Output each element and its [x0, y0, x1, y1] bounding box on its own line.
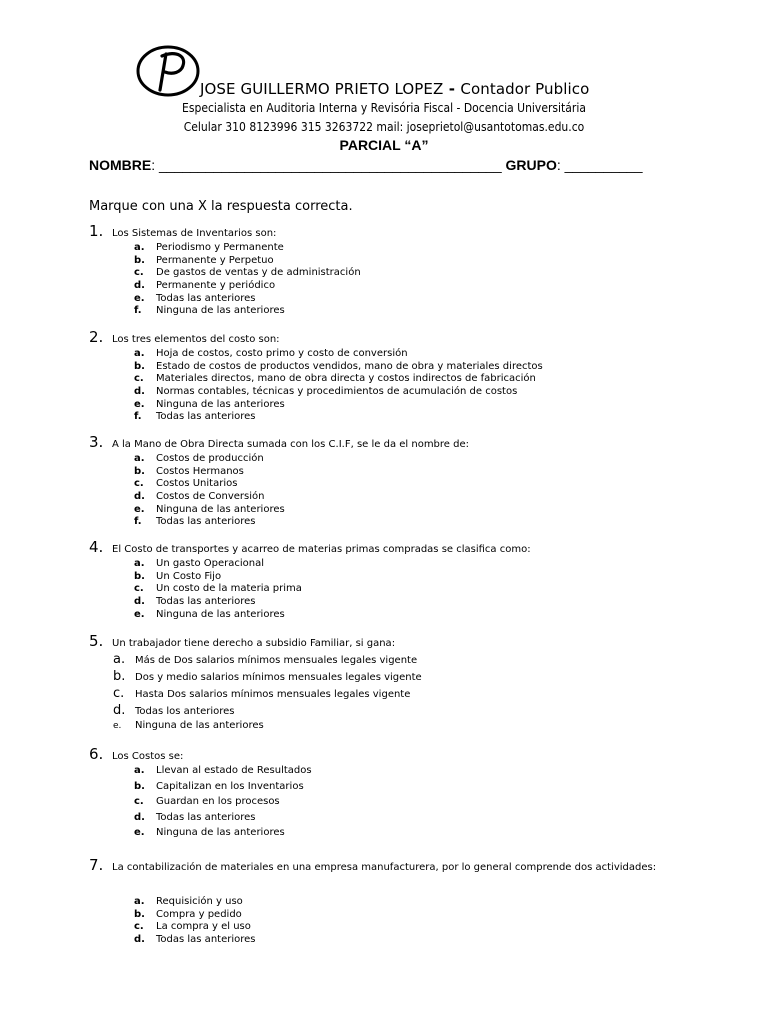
option-text: Un gasto Operacional	[156, 558, 264, 569]
question-number: 2.	[89, 328, 104, 346]
option-letter: a.	[134, 765, 145, 776]
option-text: Todas las anteriores	[156, 811, 256, 823]
answer-option[interactable]	[89, 411, 543, 424]
answer-option[interactable]	[89, 896, 656, 909]
option-letter: d.	[134, 491, 145, 503]
question-text: A la Mano de Obra Directa sumada con los C.I.F, se le da el nombre de:	[112, 439, 469, 450]
option-letter: e.	[134, 827, 145, 838]
option-text: Capitalizan en los Inventarios	[156, 780, 304, 792]
option-letter: e.	[134, 292, 145, 304]
option-letter: d.	[113, 703, 126, 718]
nombre-label: NOMBRE	[89, 157, 152, 173]
option-letter: b.	[134, 908, 145, 920]
answer-option[interactable]	[89, 293, 361, 306]
option-text: Materiales directos, mano de obra directa y costos indirectos de fabricación	[156, 373, 536, 385]
question-title	[89, 745, 312, 763]
option-letter: f.	[134, 516, 142, 528]
author-title: Contador Publico	[460, 80, 590, 98]
question-number: 7.	[89, 856, 104, 874]
option-text: La compra y el uso	[156, 921, 251, 933]
question-number: 1.	[89, 222, 104, 240]
student-fields	[89, 157, 642, 173]
question-text: Los Costos se:	[112, 751, 184, 762]
question-title	[89, 632, 422, 650]
answer-option[interactable]	[89, 478, 469, 491]
option-letter: c.	[134, 373, 144, 385]
option-text: Hasta Dos salarios mínimos mensuales legales vigente	[135, 689, 411, 700]
nombre-field[interactable]: : ____________________________________________	[151, 157, 502, 173]
answer-option[interactable]	[89, 827, 312, 843]
answer-option[interactable]	[89, 596, 531, 609]
option-text: Todas las anteriores	[156, 411, 256, 423]
answer-option[interactable]	[89, 686, 422, 703]
option-list	[89, 765, 312, 843]
option-text: Requisición y uso	[156, 896, 243, 907]
option-letter: b.	[134, 780, 145, 792]
question-3	[89, 433, 469, 529]
answer-option[interactable]	[89, 305, 361, 318]
option-text: Permanente y periódico	[156, 280, 276, 292]
question-title	[89, 856, 656, 874]
option-letter: d.	[134, 386, 145, 398]
option-letter: f.	[134, 305, 142, 317]
answer-option[interactable]	[89, 669, 422, 686]
option-text: Todas los anteriores	[135, 706, 235, 717]
answer-option[interactable]	[89, 909, 656, 922]
question-text: Los Sistemas de Inventarios son:	[112, 228, 277, 239]
answer-option[interactable]	[89, 491, 469, 504]
option-text: Normas contables, técnicas y procedimientos de acumulación de costos	[156, 386, 518, 398]
question-1	[89, 222, 361, 318]
answer-option[interactable]	[89, 558, 531, 571]
option-text: Dos y medio salarios mínimos mensuales legales vigente	[135, 672, 422, 683]
option-letter: e.	[134, 503, 145, 515]
question-number: 5.	[89, 632, 104, 650]
option-text: Todas las anteriores	[156, 516, 256, 528]
option-text: Más de Dos salarios mínimos mensuales legales vigente	[135, 655, 418, 666]
option-letter: b.	[134, 465, 145, 477]
option-text: Guardan en los procesos	[156, 796, 280, 807]
answer-option[interactable]	[89, 765, 312, 781]
option-text: Ninguna de las anteriores	[156, 827, 285, 838]
question-5	[89, 632, 422, 737]
question-text: Un trabajador tiene derecho a subsidio Familiar, si gana:	[112, 638, 396, 649]
option-list	[89, 558, 531, 621]
author-name: JOSE GUILLERMO PRIETO LOPEZ	[200, 80, 444, 98]
option-text: Permanente y Perpetuo	[156, 254, 274, 266]
answer-option[interactable]	[89, 361, 543, 374]
answer-option[interactable]	[89, 781, 312, 797]
option-letter: c.	[134, 921, 144, 933]
answer-option[interactable]	[89, 703, 422, 720]
instructions: Marque con una X la respuesta correcta.	[89, 199, 353, 214]
question-text: El Costo de transportes y acarreo de materias primas compradas se clasifica como:	[112, 544, 531, 555]
answer-option[interactable]	[89, 373, 543, 386]
option-letter: e.	[134, 398, 145, 410]
question-text: La contabilización de materiales en una empresa manufacturera, por lo general comprende dos actividades:	[112, 862, 657, 873]
title-separator: -	[443, 80, 461, 98]
answer-option[interactable]	[89, 796, 312, 812]
option-letter: a.	[134, 453, 145, 464]
question-title	[89, 538, 531, 556]
option-text: Hoja de costos, costo primo y costo de conversión	[156, 348, 408, 359]
option-letter: c.	[113, 686, 125, 701]
question-title	[89, 222, 361, 240]
question-number: 3.	[89, 433, 104, 451]
option-text: Ninguna de las anteriores	[156, 503, 285, 515]
answer-option[interactable]	[89, 921, 656, 934]
option-text: Costos de producción	[156, 453, 264, 464]
answer-option[interactable]	[89, 720, 422, 737]
option-text: Ninguna de las anteriores	[156, 305, 285, 317]
option-letter: b.	[113, 669, 126, 684]
grupo-field[interactable]: : __________	[556, 157, 643, 173]
question-title	[89, 433, 469, 451]
option-text: Ninguna de las anteriores	[135, 720, 264, 731]
option-text: Todas las anteriores	[156, 934, 256, 946]
option-list	[89, 348, 543, 424]
answer-option[interactable]	[89, 812, 312, 828]
answer-option[interactable]	[89, 516, 469, 529]
question-number: 6.	[89, 745, 104, 763]
option-letter: b.	[134, 254, 145, 266]
answer-option[interactable]	[89, 504, 469, 517]
question-2	[89, 328, 543, 424]
answer-option[interactable]	[89, 348, 543, 361]
answer-option[interactable]	[89, 609, 531, 622]
option-list	[89, 242, 361, 318]
answer-option[interactable]	[89, 386, 543, 399]
author-header	[200, 80, 589, 98]
answer-option[interactable]	[89, 453, 469, 466]
option-letter: c.	[134, 267, 144, 279]
option-text: Todas las anteriores	[156, 596, 256, 608]
answer-option[interactable]	[89, 571, 531, 584]
option-text: Estado de costos de productos vendidos, mano de obra y materiales directos	[156, 360, 543, 372]
exam-title: PARCIAL “A”	[339, 137, 429, 153]
answer-option[interactable]	[89, 583, 531, 596]
option-letter: a.	[113, 652, 126, 667]
grupo-label: GRUPO	[505, 157, 557, 173]
question-6	[89, 745, 312, 843]
author-contact: Celular 310 8123996 315 3263722 mail: joseprietol@usantotomas.edu.co	[183, 120, 585, 134]
option-letter: d.	[134, 811, 145, 823]
question-4	[89, 538, 531, 621]
answer-option[interactable]	[89, 399, 543, 412]
answer-option[interactable]	[89, 934, 656, 947]
monogram-logo	[136, 44, 200, 98]
option-text: Ninguna de las anteriores	[156, 608, 285, 620]
option-text: Todas las anteriores	[156, 292, 256, 304]
option-text: Costos de Conversión	[156, 491, 265, 503]
option-letter: a.	[134, 896, 145, 907]
question-7	[89, 856, 656, 947]
option-letter: b.	[134, 570, 145, 582]
question-number: 4.	[89, 538, 104, 556]
option-letter: b.	[134, 360, 145, 372]
answer-option[interactable]	[89, 466, 469, 479]
option-text: Un Costo Fijo	[156, 570, 222, 582]
option-text: Compra y pedido	[156, 908, 242, 920]
option-list	[89, 453, 469, 529]
question-title	[89, 328, 543, 346]
answer-option[interactable]	[89, 242, 361, 255]
option-letter: c.	[134, 583, 144, 595]
option-letter: e.	[134, 608, 145, 620]
option-letter: d.	[134, 280, 145, 292]
question-text: Los tres elementos del costo son:	[112, 334, 280, 345]
option-text: Costos Unitarios	[156, 478, 238, 490]
option-letter: f.	[134, 411, 142, 423]
option-text: Ninguna de las anteriores	[156, 398, 285, 410]
answer-option[interactable]	[89, 267, 361, 280]
option-letter: a.	[134, 348, 145, 359]
option-text: Periodismo y Permanente	[156, 242, 284, 253]
option-letter: d.	[134, 596, 145, 608]
author-specialty: Especialista en Auditoria Interna y Revisória Fiscal - Docencia Universitária	[182, 101, 586, 115]
option-list	[89, 896, 656, 947]
option-text: Un costo de la materia prima	[156, 583, 302, 595]
option-text: Costos Hermanos	[156, 465, 244, 477]
option-letter: a.	[134, 558, 145, 569]
answer-option[interactable]	[89, 652, 422, 669]
option-letter: c.	[134, 478, 144, 490]
option-text: Llevan al estado de Resultados	[156, 765, 312, 776]
answer-option[interactable]	[89, 280, 361, 293]
option-list	[89, 652, 422, 737]
option-letter: c.	[134, 796, 144, 807]
option-text: De gastos de ventas y de administración	[156, 267, 361, 279]
option-letter: a.	[134, 242, 145, 253]
answer-option[interactable]	[89, 255, 361, 268]
option-letter: d.	[134, 934, 145, 946]
option-letter: e.	[113, 721, 122, 731]
